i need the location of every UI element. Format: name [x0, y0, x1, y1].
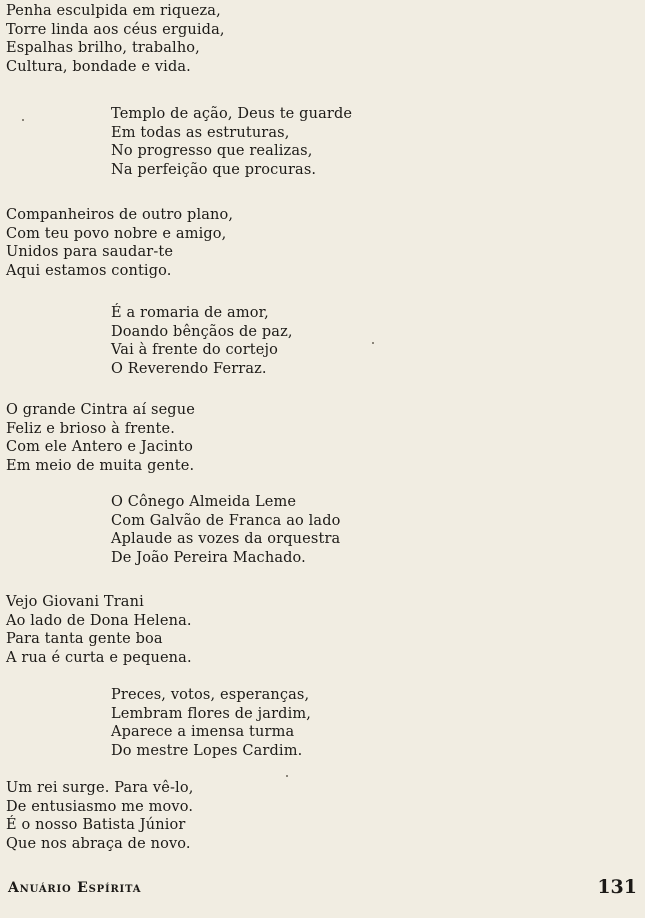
verse-line: Unidos para saudar-te [6, 244, 174, 261]
verse-line: Na perfeição que procuras. [111, 161, 317, 178]
verse-line: Penha esculpida em riqueza, [6, 3, 221, 19]
verse-line: Em meio de muita gente. [6, 457, 195, 474]
verse-line: Em todas as estruturas, [111, 124, 290, 141]
stanza-7 [6, 593, 192, 667]
page-number: 131 [597, 876, 637, 898]
verse-line: O grande Cintra aí segue [6, 402, 195, 418]
verse-line: Aplaude as vozes da orquestra [111, 531, 341, 548]
paper-speck [286, 775, 288, 777]
paper-speck [372, 342, 374, 344]
verse-line: O Cônego Almeida Leme [111, 494, 297, 510]
verse-line: Do mestre Lopes Cardim. [111, 742, 303, 759]
stanza-6 [111, 493, 341, 567]
verse-line: Que nos abraça de novo. [6, 835, 191, 852]
verse-line: Com Galvão de Franca ao lado [111, 512, 341, 529]
verse-line: De entusiasmo me movo. [6, 798, 194, 815]
verse-line: Com ele Antero e Jacinto [6, 439, 193, 456]
verse-line: É o nosso Batista Júnior [6, 817, 186, 834]
verse-line: Espalhas brilho, trabalho, [6, 40, 200, 57]
publication-title: Anuário Espírita [8, 880, 142, 896]
stanza-1 [6, 2, 225, 76]
verse-line: Companheiros de outro plano, [6, 207, 234, 223]
verse-line: Doando bênçãos de paz, [111, 323, 293, 340]
verse-line: Com teu povo nobre e amigo, [6, 225, 227, 242]
stanza-2 [111, 105, 352, 179]
verse-line: Templo de ação, Deus te guarde [111, 106, 353, 122]
verse-line: Para tanta gente boa [6, 631, 163, 648]
verse-line: Torre linda aos céus erguida, [6, 21, 225, 38]
verse-line: Lembram flores de jardim, [111, 705, 312, 722]
stanza-8 [111, 686, 311, 760]
verse-line: Vai à frente do cortejo [111, 342, 279, 359]
verse-line: No progresso que realizas, [111, 143, 313, 160]
verse-line: Vejo Giovani Trani [6, 594, 144, 610]
verse-line: Cultura, bondade e vida. [6, 58, 191, 75]
stanza-5 [6, 401, 195, 475]
stanza-4 [111, 304, 293, 378]
verse-line: Aparece a imensa turma [111, 724, 295, 741]
verse-line: Ao lado de Dona Helena. [6, 612, 192, 629]
paper-speck [22, 119, 24, 121]
verse-line: Aqui estamos contigo. [6, 262, 172, 279]
verse-line: Preces, votos, esperanças, [111, 687, 310, 703]
verse-line: Feliz e brioso à frente. [6, 420, 176, 437]
verse-line: De João Pereira Machado. [111, 549, 306, 566]
stanza-9 [6, 779, 193, 853]
verse-line: A rua é curta e pequena. [6, 649, 192, 666]
verse-line: Um rei surge. Para vê-lo, [6, 780, 194, 796]
stanza-3 [6, 206, 233, 280]
verse-line: O Reverendo Ferraz. [111, 360, 267, 377]
verse-line: É a romaria de amor, [111, 305, 269, 321]
